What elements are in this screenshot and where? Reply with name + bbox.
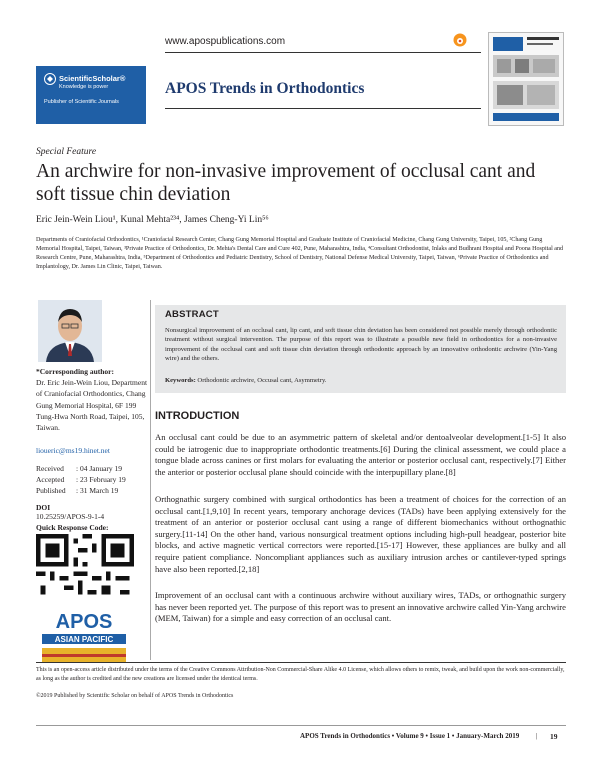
article-dates: [36, 463, 126, 497]
corresponding-author-label: *Corresponding author:: [36, 367, 114, 376]
apos-logo-badge: [36, 598, 132, 666]
open-access-icon: [453, 33, 467, 47]
qr-code-label: Quick Response Code:: [36, 523, 109, 532]
footer-divider-bottom: [36, 725, 566, 726]
doi-label: DOI: [36, 503, 51, 512]
publisher-tagline: Knowledge is power: [59, 84, 109, 90]
header-divider: [165, 52, 481, 53]
author-photo: [38, 300, 102, 362]
abstract-text: Nonsurgical improvement of an occlusal cant, lip cant, and soft tissue chin deviation has been considered not possible merely through orthodontic treatment without surgical intervention. The purpose of this report was to illustrate a possible new field in orthodontics for a non-invasive improvement of the occlusal cant and soft tissue chin deviation through orthodontic approach by an innovative orthodontic archwire (Yin-Yang wire) and the others.: [165, 327, 557, 363]
keywords: [165, 377, 557, 384]
publisher-subtitle: Publisher of Scientific Journals: [44, 99, 119, 105]
corresponding-author-address: Dr. Eric Jein-Wein Liou, Department of Craniofacial Orthodontics, Chang Gung Memorial Hospital, 6F 199 Tung-Hwa North Road, Taipei, 105, Taiwan.: [36, 378, 148, 433]
footer-divider: [36, 662, 566, 663]
corresponding-author: [36, 366, 148, 433]
journal-url[interactable]: www.apospublications.com: [165, 36, 286, 47]
page-number: 19: [550, 732, 558, 741]
header-divider-bottom: [165, 108, 481, 109]
date-accepted: Accepted : 23 February 19: [36, 475, 126, 485]
introduction-heading: INTRODUCTION: [155, 410, 240, 422]
intro-paragraph-3: Improvement of an occlusal cant with a continuous archwire without auxiliary wires, TADs, or orthognathic surgery has never been reported yet. The purpose of this report was to present an innovative archwire called Yin-Yang archwire (MEM, Taiwan) for a simple and easy correction of an occlusal cant.: [155, 590, 566, 624]
abstract-heading: ABSTRACT: [165, 309, 219, 320]
affiliations: Departments of Craniofacial Orthodontics, ¹Craniofacial Research Center, Chang Gung Memorial Hospital and Graduate Institute of Craniofacial Medicine, Chang Gung University, Taipei, 105, ²Chang Gung Memorial Hospital, Taipei, Taiwan, ³Private Practice of Orthodontics, Dr. Mehta's Dental Care and Cure 402, Pune, Maharashtra, India, ⁴Consultant Orthodontist, Inlaks and Budhrani Hospital and Poona Hospital and Research Centre, Pune, Maharashtra, India, ⁵Department of Orthodontics and Pediatric Dentistry, School of Dentistry, National Defense Medical University, Taipei, Taiwan, ⁶Private Practice of Orthodontics and Implantology, Dr. James Lin Clinic, Taipei, Taiwan.: [36, 237, 564, 270]
date-received: Received : 04 January 19: [36, 464, 123, 473]
date-published: Published : 31 March 19: [36, 486, 119, 496]
apos-badge-top: APOS: [55, 611, 113, 633]
journal-title: APOS Trends in Orthodontics: [165, 80, 365, 97]
license-text: This is an open-access article distributed under the terms of the Creative Commons Attribution-Non Commercial-Share Alike 4.0 License, which allows others to remix, tweak, and build upon the work non-commercially, as long as the author is credited and the new creations are licensed under the identical terms.: [36, 667, 565, 682]
intro-paragraph-2: Orthognathic surgery combined with surgical orthodontics has been a treatment of choices for the correction of an occlusal cant.[1,9,10] In recent years, temporary anchorage devices (TADs) have been applying extensively for the treatment of an anterior or posterior occlusal cant using a range of different biomechanics without orthognathic surgery.[11-14] On the other hand, various nonsurgical treatment options including high-pull headgear, posterior bite blocks, and active magnetic vertical correctors were reported.[15-17] However, these appliances are bulky and all require patient compliance. Noncompliant appliances such as auxiliary intrusion arches or cantilever-typed springs have also been reported.[2,18]: [155, 494, 566, 574]
section-label: Special Feature: [36, 147, 97, 157]
keywords-label: Keywords:: [165, 377, 196, 384]
copyright: ©2019 Published by Scientific Scholar on behalf of APOS Trends in Orthodontics: [36, 693, 234, 699]
journal-cover-thumbnail: [488, 32, 564, 126]
author-email-link[interactable]: lioueric@ms19.hinet.net: [36, 446, 110, 455]
intro-paragraph-1: An occlusal cant could be due to an asymmetric pattern of skeletal and/or dentoalveolar development.[1-5] It also could be iatrogenic due to inappropriate orthodontic treatments.[6] During the clinical assessment, we could place a tongue blade across canines or first molars for evaluating the anterior or posterior occlusal cant, respectively.[7] Either the anterior or posterior occlusal plane should coincide with the interpupillary plane.[8]: [155, 432, 566, 477]
keywords-list: Orthodontic archwire, Occusal cant, Asymmetry.: [195, 377, 327, 384]
article-title: An archwire for non-invasive improvement of occlusal cant and soft tissue chin deviation: [36, 161, 536, 205]
footer-separator: |: [536, 732, 538, 740]
footer-journal-line: APOS Trends in Orthodontics • Volume 9 • Issue 1 • January-March 2019: [300, 732, 520, 740]
scientific-scholar-logo-icon: [44, 73, 56, 85]
publisher-name: ScientificScholar®: [59, 74, 126, 83]
publisher-logo: [36, 66, 146, 124]
doi-link[interactable]: 10.25259/APOS-9-1-4: [36, 512, 105, 521]
apos-badge-bottom: ASIAN PACIFIC: [54, 635, 114, 644]
author-list: Eric Jein-Wein Liou¹, Kunal Mehta²³⁴, James Cheng-Yi Lin⁵⁶: [36, 215, 269, 225]
column-divider: [150, 300, 151, 660]
